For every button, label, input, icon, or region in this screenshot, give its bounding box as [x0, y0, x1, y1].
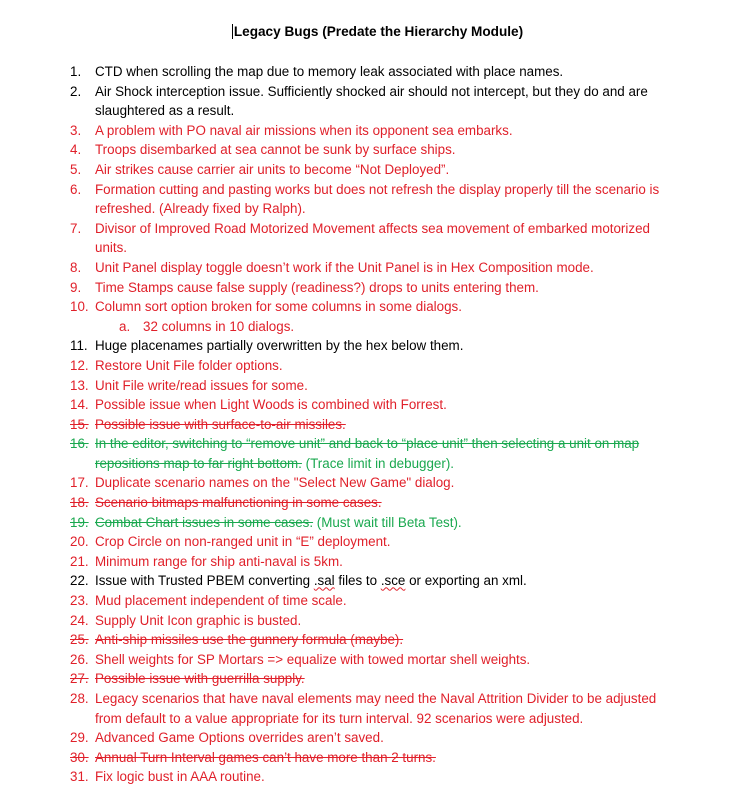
list-subitem: a. 32 columns in 10 dialogs.: [119, 318, 295, 334]
list-item: 4. Troops disembarked at sea cannot be sunk by surface ships.: [70, 142, 456, 158]
list-item: 9. Time Stamps cause false supply (readiness?) drops to units entering them.: [70, 279, 539, 295]
list-item: 3. A problem with PO naval air missions when its opponent sea embarks.: [70, 122, 513, 138]
document-title: Legacy Bugs (Predate the Hierarchy Module): [233, 24, 524, 39]
list-item: 25. Anti-ship missiles use the gunnery formula (maybe).: [70, 632, 404, 648]
list-item: 7. Divisor of Improved Road Motorized Movement affects sea movement of embarked motorized units.: [70, 220, 650, 256]
list-item: 11. Huge placenames partially overwritten by the hex below them.: [70, 338, 464, 354]
list-item: 19. Combat Chart issues in some cases. (Must wait till Beta Test).: [70, 514, 462, 530]
list-item: 22. Issue with Trusted PBEM converting .sal files to .sce or exporting an xml.: [70, 573, 527, 589]
list-item: 1. CTD when scrolling the map due to memory leak associated with place names.: [70, 64, 564, 79]
list-item: 10. Column sort option broken for some columns in some dialogs.: [70, 299, 462, 315]
list-item: 5. Air strikes cause carrier air units to become “Not Deployed”.: [70, 161, 450, 177]
list-item: 2. Air Shock interception issue. Sufficiently shocked air should not intercept, but they do and are slaughtered as a result.: [70, 83, 648, 119]
list-item: 21. Minimum range for ship anti-naval is 5km.: [70, 553, 343, 569]
list-item: 29. Advanced Game Options overrides aren’t saved.: [70, 730, 384, 746]
list-item: 14. Possible issue when Light Woods is combined with Forrest.: [70, 397, 447, 413]
bug-list: [0, 62, 755, 787]
list-item: 17. Duplicate scenario names on the "Select New Game" dialog.: [70, 475, 455, 491]
list-item: 13. Unit File write/read issues for some.: [70, 377, 308, 393]
text-cursor: [232, 24, 233, 39]
list-item: 24. Supply Unit Icon graphic is busted.: [70, 612, 302, 628]
list-item: 8. Unit Panel display toggle doesn’t work if the Unit Panel is in Hex Composition mode.: [70, 259, 594, 275]
list-item: 30. Annual Turn Interval games can’t have more than 2 turns.: [70, 749, 436, 765]
list-item: 31. Fix logic bust in AAA routine.: [70, 769, 265, 785]
list-item: 23. Mud placement independent of time scale.: [70, 593, 347, 609]
list-item: 20. Crop Circle on non-ranged unit in “E” deployment.: [70, 534, 391, 550]
list-item: 12. Restore Unit File folder options.: [70, 357, 283, 373]
list-item: 27. Possible issue with guerrilla supply.: [70, 671, 305, 687]
list-item: 15. Possible issue with surface-to-air missiles.: [70, 416, 346, 432]
list-item: 16. In the editor, switching to “remove unit” and back to “place unit” then selecting a unit on map repositions map to far right bottom. (Trace limit in debugger).: [70, 436, 640, 471]
list-item: 6. Formation cutting and pasting works but does not refresh the display properly till the scenario is refreshed. (Already fixed by Ralph).: [70, 181, 660, 217]
list-item: 26. Shell weights for SP Mortars => equalize with towed mortar shell weights.: [70, 651, 531, 667]
list-item: 28. Legacy scenarios that have naval elements may need the Naval Attrition Divider to be adjusted from default to a value appropriate for its turn interval. 92 scenarios were adjusted.: [70, 691, 657, 726]
list-item: 18. Scenario bitmaps malfunctioning in some cases.: [70, 495, 382, 511]
